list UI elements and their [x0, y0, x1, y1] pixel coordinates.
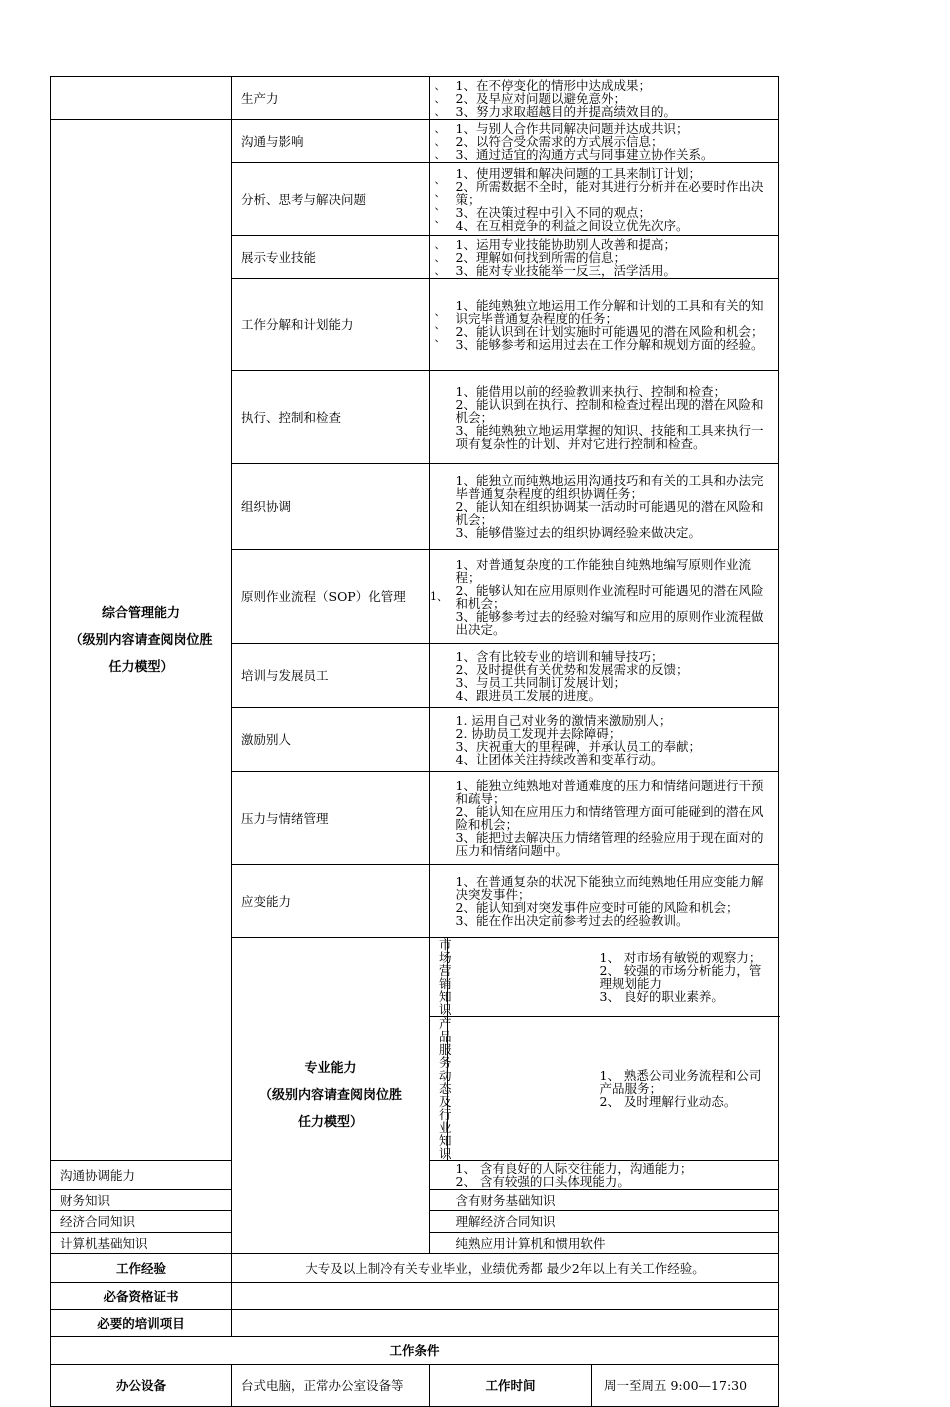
- category-label: 综合管理能力: [101, 605, 180, 621]
- description-line: 3、努力求取超越目的并提高绩效目的。: [455, 103, 676, 119]
- competency-name: 产品服务动态及行业知识: [430, 1017, 448, 1161]
- mgmt-category-cell: [51, 120, 232, 1161]
- bullet-mark: 、: [434, 78, 446, 92]
- description-line: 1、在普通复杂的状况下能独立而纯熟地任用应变能力解决突发事件；: [455, 874, 764, 902]
- competency-name: 激励别人: [232, 708, 430, 772]
- work-experience-label: 工作经验: [51, 1254, 232, 1283]
- bullet-marks: [430, 464, 448, 550]
- description-line: 2、理解如何找到所需的信息；: [455, 249, 626, 265]
- competency-name: 执行、控制和检查: [232, 371, 430, 464]
- description-line: 1、能独立而纯熟地运用沟通技巧和有关的工具和办法完毕普通复杂程度的组织协调任务；: [455, 473, 764, 501]
- spacer-cell: [430, 1211, 448, 1233]
- competency-description: [448, 371, 779, 464]
- bullet-marks: [430, 279, 448, 371]
- office-equipment-value: 台式电脑，正常办公室设备等: [232, 1365, 430, 1407]
- description-line: 4、在互相竞争的利益之间设立优先次序。: [455, 217, 689, 233]
- bullet-mark: 、: [434, 104, 446, 118]
- description-line: 1、能纯熟独立地运用工作分解和计划的工具和有关的知识完毕普通复杂程度的任务；: [455, 297, 764, 326]
- table-row: [51, 1283, 779, 1310]
- description-line: 3、能在作出决定前参考过去的经验教训。: [455, 913, 689, 928]
- description-line: 1、与别人合作共同解决问题并达成共识；: [455, 120, 689, 136]
- description-line: 3、 良好的职业素养。: [599, 989, 724, 1004]
- description-line: 2、能认知在组织协调某一活动时可能遇见的潜在风险和机会；: [455, 499, 764, 527]
- bullet-mark: 、: [434, 263, 446, 277]
- bullet-mark: 、: [434, 305, 446, 318]
- competency-name: 财务知识: [51, 1190, 232, 1211]
- description-line: 4、跟进员工发展的进度。: [455, 687, 601, 703]
- bullet-marks: [430, 644, 448, 708]
- empty-category-cell: [51, 77, 232, 120]
- bullet-mark-column: [430, 305, 446, 344]
- table-row: [51, 77, 779, 120]
- description-line: 3、能够参考和运用过去在工作分解和规划方面的经验。: [455, 336, 764, 352]
- bullet-mark: 、: [434, 318, 446, 331]
- competency-description: [448, 163, 779, 236]
- bullet-mark-column: [430, 238, 446, 277]
- table-row: [51, 1365, 779, 1407]
- table-row: [51, 1337, 779, 1365]
- description-line: 3、能纯熟独立地运用掌握的知识、技能和工具来执行一项有复杂性的计划、并对它进行控制和检查。: [455, 422, 764, 451]
- bullet-mark: 、: [434, 237, 446, 251]
- bullet-marks: [430, 772, 448, 865]
- bullet-mark-column: [430, 122, 446, 161]
- description-line: 2、所需数据不全时，能对其进行分析并在必要时作出决策；: [455, 178, 764, 207]
- description-line: 1、含有比较专业的培训和辅导技巧；: [455, 648, 664, 664]
- description-line: 1、对普通复杂度的工作能独自纯熟地编写原则作业流程；: [455, 556, 751, 585]
- bullet-mark: 、: [434, 121, 446, 135]
- description-line: 2、能够认知在应用原则作业流程时可能遇见的潜在风险和机会；: [455, 582, 764, 611]
- description-line: 4、让团体关注持续改善和变革行动。: [455, 751, 664, 767]
- bullet-mark: 、: [434, 173, 446, 186]
- competency-description: [448, 772, 779, 865]
- description-line: 2、能认知到对突发事件应变时可能的风险和机会；: [455, 900, 739, 915]
- bullet-marks: [430, 1161, 448, 1190]
- competency-description: [448, 120, 779, 163]
- spacer-cell: [430, 1233, 448, 1254]
- competency-description: [448, 708, 779, 772]
- table-row: [51, 1254, 779, 1283]
- description-line: 2、 较强的市场分析能力，管理规划能力: [599, 963, 762, 991]
- bullet-mark: 1、: [430, 590, 448, 603]
- description-line: 3、能够借鉴过去的组织协调经验来做决定。: [455, 525, 701, 540]
- competency-description: [448, 550, 779, 644]
- description-line: 1、 熟悉公司业务流程和公司产品服务；: [599, 1068, 762, 1096]
- competency-description: [448, 77, 779, 120]
- competency-description: [448, 279, 779, 371]
- bullet-marks: [448, 1017, 592, 1161]
- competency-name: 培训与发展员工: [232, 644, 430, 708]
- description-line: 2、 及时理解行业动态。: [599, 1094, 737, 1109]
- description-line: 3、与员工共同制订发展计划；: [455, 674, 626, 690]
- bullet-mark: 、: [434, 212, 446, 225]
- competency-description: 理解经济合同知识: [448, 1211, 779, 1233]
- description-line: 2、以符合受众需求的方式展示信息；: [455, 133, 664, 149]
- description-line: 2、及早应对问题以避免意外；: [455, 90, 626, 106]
- competency-name: 经济合同知识: [51, 1211, 232, 1233]
- bullet-marks: [430, 865, 448, 938]
- description-line: 2、能认识到在执行、控制和检查过程出现的潜在风险和机会；: [455, 396, 764, 425]
- training-items-label: 必要的培训项目: [51, 1310, 232, 1337]
- bullet-marks: [430, 120, 448, 163]
- competency-description: [448, 1161, 779, 1190]
- category-label: （级别内容请查阅岗位胜: [69, 632, 213, 648]
- competency-description: [448, 464, 779, 550]
- prof-category-cell: [232, 938, 430, 1254]
- table-row: [51, 1310, 779, 1337]
- competency-name: 展示专业技能: [232, 236, 430, 279]
- competency-name: 压力与情绪管理: [232, 772, 430, 865]
- competency-description: 含有财务基础知识: [448, 1190, 779, 1211]
- competency-description: [448, 865, 779, 938]
- work-experience-value: 大专及以上制冷有关专业毕业，业绩优秀都 最少2年以上有关工作经验。: [232, 1254, 779, 1283]
- office-equipment-label: 办公设备: [51, 1365, 232, 1407]
- competency-name: 组织协调: [232, 464, 430, 550]
- description-line: 3、能够参考过去的经验对编写和应用的原则作业流程做出决定。: [455, 608, 764, 637]
- competency-name: 生产力: [232, 77, 430, 120]
- bullet-mark-column: [430, 173, 446, 225]
- description-line: 1、 对市场有敏锐的观察力；: [599, 950, 762, 965]
- bullet-marks: [430, 708, 448, 772]
- bullet-marks: [430, 550, 448, 644]
- description-line: 2、及时提供有关优势和发展需求的反馈；: [455, 661, 689, 677]
- description-line: 3、庆祝重大的里程碑，并承认员工的奉献；: [455, 738, 701, 754]
- description-line: 3、能对专业技能举一反三，活学活用。: [455, 262, 676, 278]
- table-row: [51, 120, 779, 163]
- bullet-marks: [448, 938, 592, 1017]
- competency-name: 计算机基础知识: [51, 1233, 232, 1254]
- competency-name: 应变能力: [232, 865, 430, 938]
- description-line: 1、运用专业技能协助别人改善和提高；: [455, 236, 676, 252]
- bullet-mark: 、: [434, 186, 446, 199]
- category-label: 任力模型）: [108, 659, 174, 675]
- competency-name: 原则作业流程（SOP）化管理: [232, 550, 430, 644]
- training-items-value: [232, 1310, 779, 1337]
- bullet-mark: 、: [434, 91, 446, 105]
- bullet-marks: [430, 77, 448, 120]
- competency-description: [448, 236, 779, 279]
- competency-description: [592, 938, 779, 1017]
- certificate-label: 必备资格证书: [51, 1283, 232, 1310]
- competency-description: 纯熟应用计算机和惯用软件: [448, 1233, 779, 1254]
- competency-description: [448, 644, 779, 708]
- category-label: 专业能力: [304, 1061, 357, 1076]
- competency-name: 沟通与影响: [232, 120, 430, 163]
- competency-name: 沟通协调能力: [51, 1161, 232, 1190]
- work-conditions-title: 工作条件: [51, 1337, 779, 1365]
- description-line: 1、能独立纯熟地对普通难度的压力和情绪问题进行干预和疏导；: [455, 778, 764, 806]
- description-line: 1. 运用自己对业务的激情来激励别人；: [455, 712, 672, 728]
- description-line: 2、能认识到在计划实施时可能遇见的潜在风险和机会；: [455, 323, 764, 339]
- bullet-marks: [430, 371, 448, 464]
- description-line: 3、在决策过程中引入不同的观点；: [455, 204, 651, 220]
- bullet-mark: 、: [434, 250, 446, 264]
- description-line: 1、使用逻辑和解决问题的工具来制订计划；: [455, 165, 701, 181]
- bullet-mark: 、: [434, 199, 446, 212]
- bullet-mark: 、: [434, 331, 446, 344]
- competency-name: 工作分解和计划能力: [232, 279, 430, 371]
- bullet-marks: [430, 236, 448, 279]
- description-line: 2、能认知在应用压力和情绪管理方面可能碰到的潜在风险和机会；: [455, 804, 764, 832]
- spacer-cell: [430, 1190, 448, 1211]
- category-label: （级别内容请查阅岗位胜: [258, 1088, 402, 1103]
- description-line: 2、 含有较强的口头体现能力。: [455, 1174, 630, 1189]
- bullet-mark: 、: [434, 134, 446, 148]
- certificate-value: [232, 1283, 779, 1310]
- description-line: 1、 含有良好的人际交往能力，沟通能力；: [455, 1161, 693, 1176]
- description-line: 3、通过适宜的沟通方式与同事建立协作关系。: [455, 146, 714, 162]
- work-time-value: 周一至周五 9:00—17:30: [592, 1365, 779, 1407]
- job-description-table: [50, 76, 779, 1407]
- competency-name: 市场营销知识: [430, 938, 448, 1017]
- description-line: 1、能借用以前的经验教训来执行、控制和检查；: [455, 383, 726, 399]
- work-time-label: 工作时间: [430, 1365, 592, 1407]
- bullet-marks: [430, 163, 448, 236]
- description-line: 2. 协助员工发现并去除障碍；: [455, 725, 622, 741]
- bullet-mark: 、: [434, 147, 446, 161]
- competency-description: [592, 1017, 779, 1161]
- description-line: 3、能把过去解决压力情绪管理的经验应用于现在面对的压力和情绪问题中。: [455, 830, 764, 858]
- competency-name: 分析、思考与解决问题: [232, 163, 430, 236]
- description-line: 1、在不停变化的情形中达成成果；: [455, 77, 651, 93]
- category-label: 任力模型）: [297, 1115, 363, 1130]
- bullet-mark-column: [430, 79, 446, 118]
